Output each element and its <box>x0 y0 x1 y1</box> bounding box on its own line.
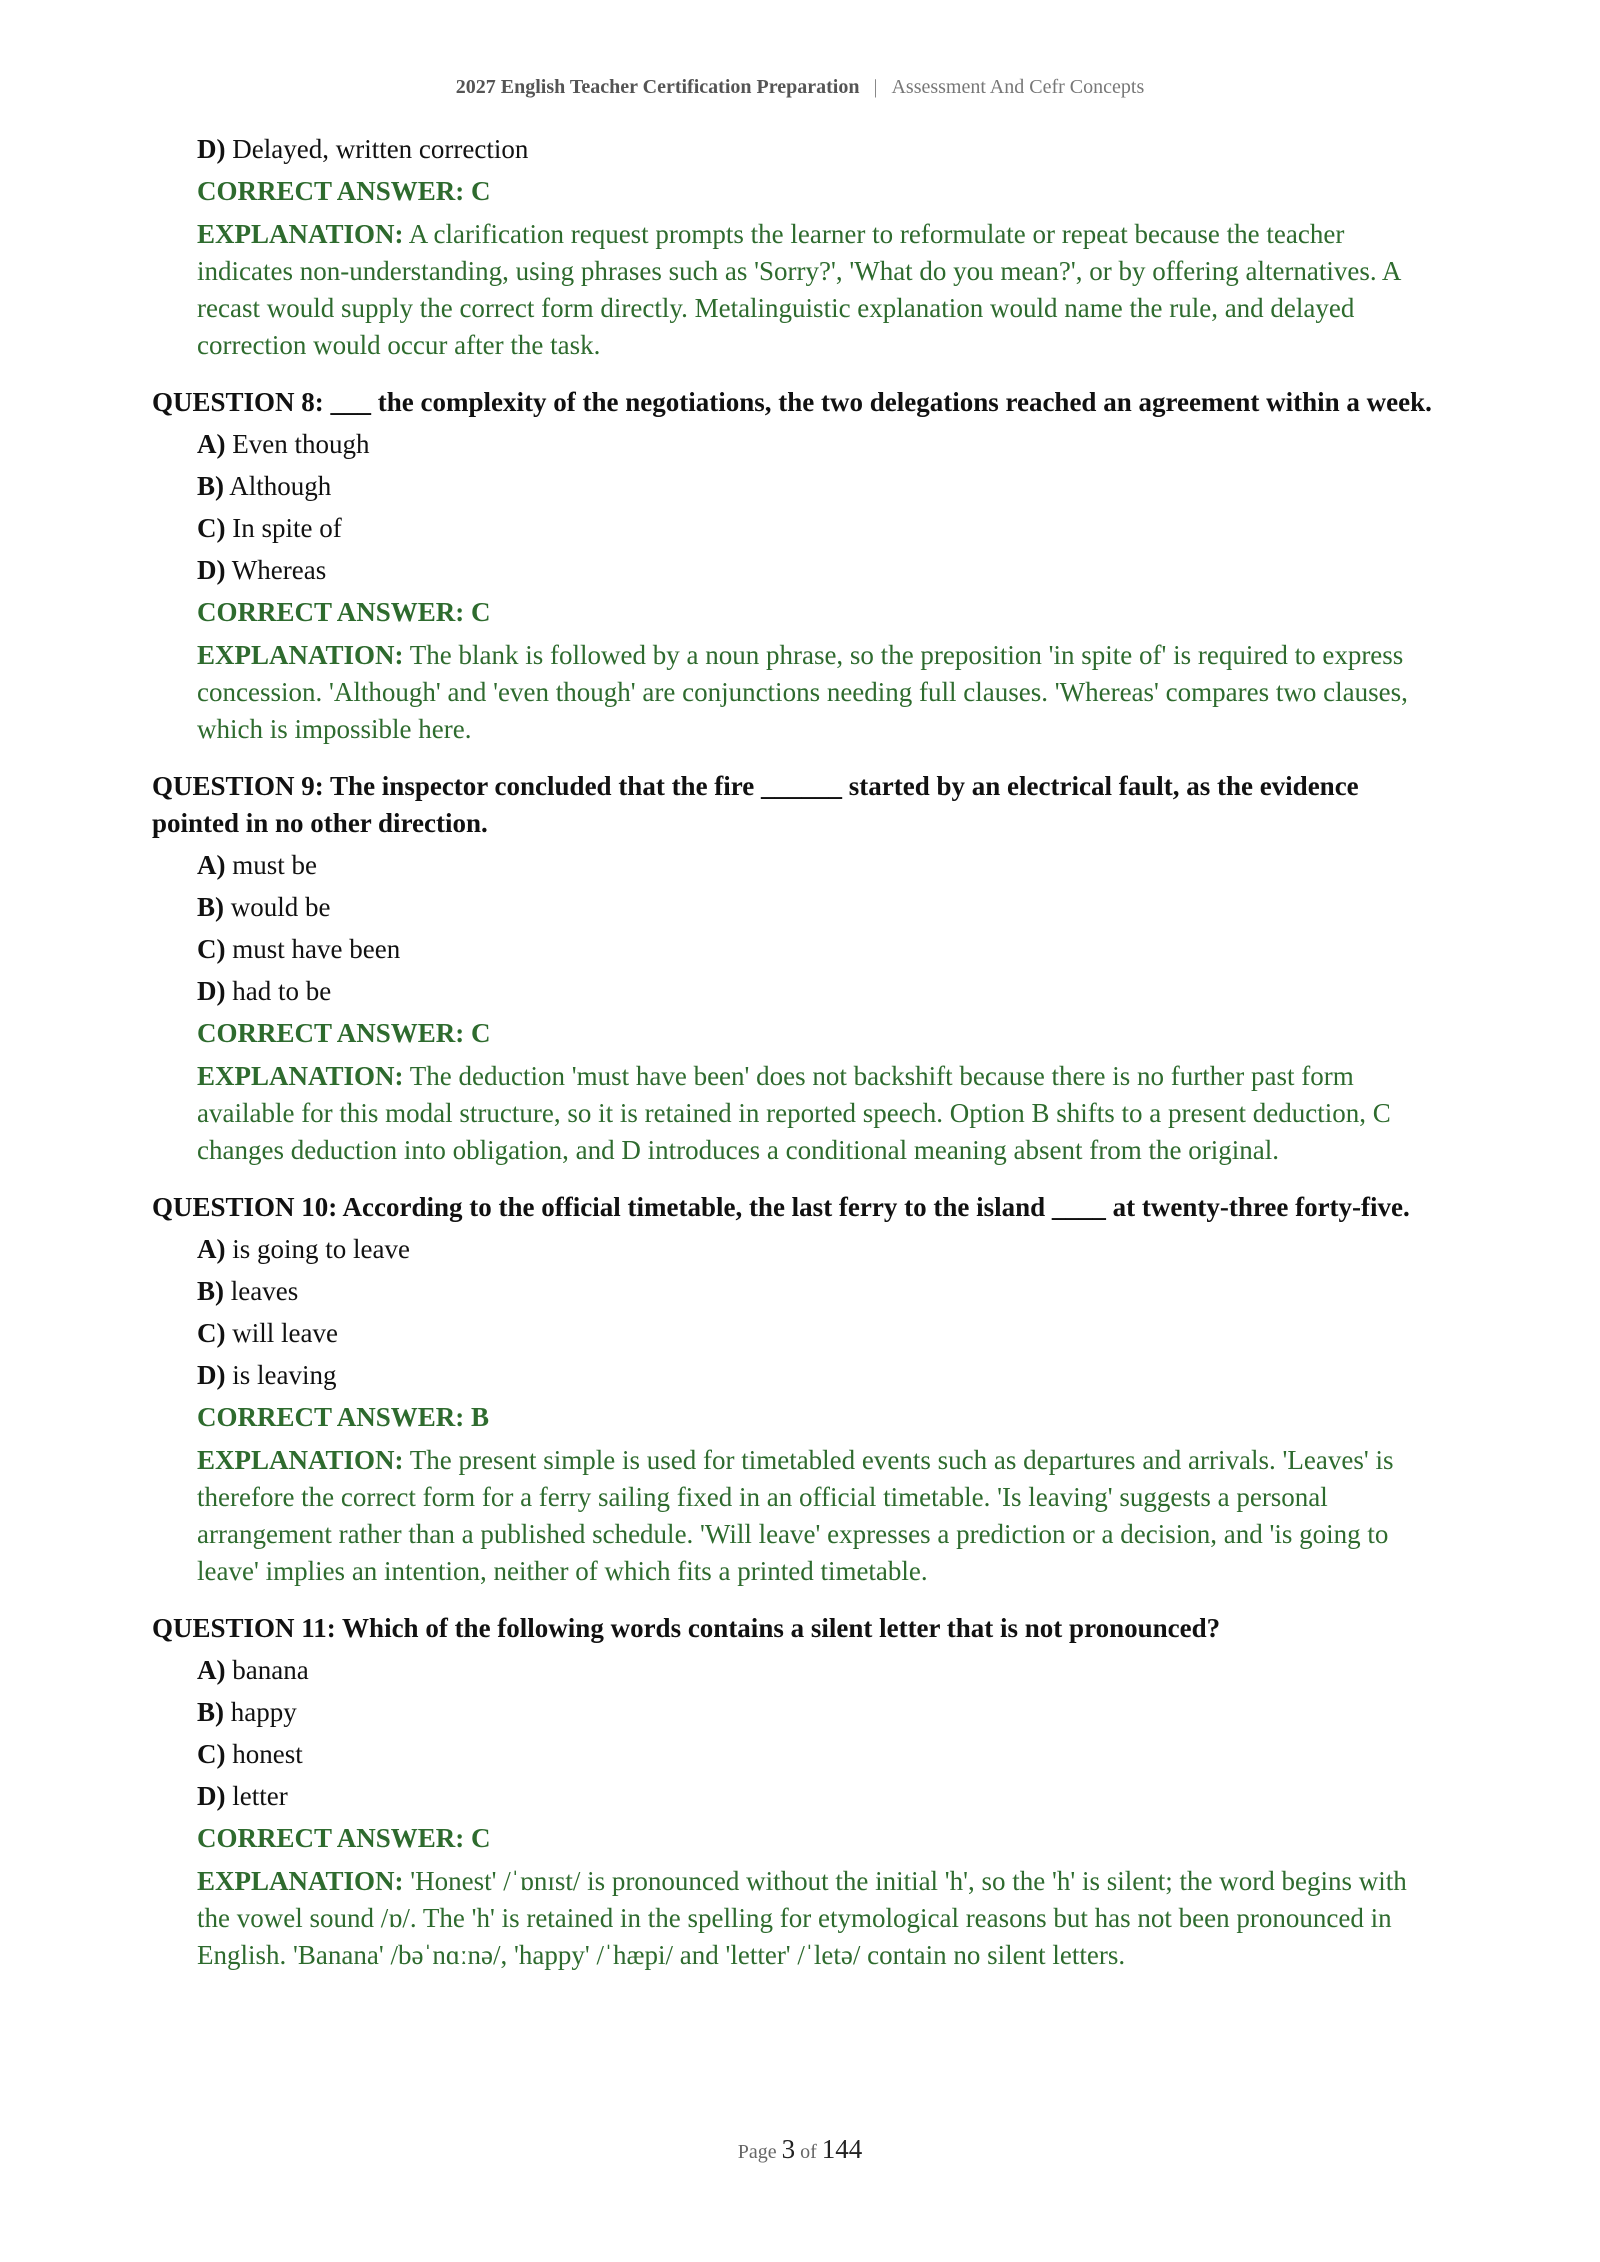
explanation-text: The blank is followed by a noun phrase, so the preposition 'in spite of' is required to express concession. 'Although' and 'even though' are conjunctions needing full clauses. 'Whereas' compares two clauses, which is impossible here. <box>197 640 1408 744</box>
option-letter: B) <box>197 471 224 501</box>
explanation-label: EXPLANATION: <box>197 219 404 249</box>
option-text: will leave <box>232 1318 338 1348</box>
option-text: is going to leave <box>232 1234 410 1264</box>
explanation-text: 'Honest' /ˈɒnɪst/ is pronounced without the initial 'h', so the 'h' is silent; the word begins with the vowel sound /ɒ/. The 'h' is retained in the spelling for etymological reasons but has not been pronounced in English. 'Banana' /bəˈnɑːnə/, 'happy' /ˈhæpi/ and 'letter' /ˈletə/ contain no silent letters. <box>197 1866 1407 1970</box>
option-text: letter <box>232 1781 288 1811</box>
option-b <box>197 469 1452 504</box>
explanation <box>197 1058 1452 1169</box>
option-letter: C) <box>197 1739 226 1769</box>
section-title: Assessment And Cefr Concepts <box>891 76 1145 98</box>
explanation <box>197 637 1452 748</box>
option-d <box>197 1779 1452 1814</box>
book-title: 2027 English Teacher Certification Preparation <box>455 76 860 98</box>
option-text: must have been <box>232 934 401 964</box>
explanation <box>197 1442 1452 1590</box>
option-text: Delayed, written correction <box>232 134 529 164</box>
option-a <box>197 1232 1452 1267</box>
option-text: happy <box>230 1697 297 1727</box>
running-header <box>0 76 1600 99</box>
option-text: Whereas <box>231 555 327 585</box>
option-d <box>197 1358 1452 1393</box>
option-text: honest <box>232 1739 303 1769</box>
option-text: Even though <box>232 429 370 459</box>
option-text: had to be <box>232 976 332 1006</box>
page-word: Page <box>737 2141 777 2163</box>
option-text: leaves <box>230 1276 299 1306</box>
correct-answer: CORRECT ANSWER: C <box>197 1018 491 1048</box>
option-b <box>197 1274 1452 1309</box>
option-b <box>197 1695 1452 1730</box>
explanation <box>197 1863 1452 1974</box>
explanation-text: A clarification request prompts the learner to reformulate or repeat because the teacher indicates non-understanding, using phrases such as 'Sorry?', 'What do you mean?', or by offering alternatives. A recast would supply the correct form directly. Metalinguistic explanation would name the rule, and delayed correction would occur after the task. <box>197 219 1400 360</box>
option-letter: C) <box>197 1318 226 1348</box>
option-letter: A) <box>197 850 226 880</box>
option-letter: A) <box>197 429 226 459</box>
explanation <box>197 216 1452 364</box>
option-c <box>197 932 1452 967</box>
question-stem: QUESTION 8: ___ the complexity of the negotiations, the two delegations reached an agreement within a week. <box>152 387 1432 417</box>
explanation-label: EXPLANATION: <box>197 640 404 670</box>
correct-answer: CORRECT ANSWER: C <box>197 1823 491 1853</box>
option-letter: D) <box>197 1781 226 1811</box>
explanation-label: EXPLANATION: <box>197 1866 404 1896</box>
option-a <box>197 1653 1452 1688</box>
option-text: In spite of <box>232 513 342 543</box>
option-text: would be <box>230 892 331 922</box>
of-word: of <box>800 2141 817 2163</box>
page-number: 3 <box>781 2134 796 2164</box>
option-d <box>197 132 1452 167</box>
option-d <box>197 553 1452 588</box>
option-letter: B) <box>197 1276 224 1306</box>
explanation-text: The present simple is used for timetabled events such as departures and arrivals. 'Leaves' is therefore the correct form for a ferry sailing fixed in an official timetable. 'Is leaving' suggests a personal arrangement rather than a published schedule. 'Will leave' expresses a prediction or a decision, and 'is going to leave' implies an intention, neither of which fits a printed timetable. <box>197 1445 1394 1586</box>
correct-answer: CORRECT ANSWER: C <box>197 597 491 627</box>
option-text: must be <box>232 850 317 880</box>
option-letter: C) <box>197 513 226 543</box>
option-text: Although <box>229 471 332 501</box>
page-footer <box>0 2134 1600 2165</box>
option-text: banana <box>232 1655 309 1685</box>
option-a <box>197 848 1452 883</box>
option-letter: D) <box>197 555 226 585</box>
total-pages: 144 <box>821 2134 863 2164</box>
option-b <box>197 890 1452 925</box>
option-c <box>197 1737 1452 1772</box>
option-letter: D) <box>197 976 226 1006</box>
option-a <box>197 427 1452 462</box>
page-content <box>152 132 1452 1994</box>
option-letter: B) <box>197 892 224 922</box>
option-letter: A) <box>197 1655 226 1685</box>
option-text: is leaving <box>232 1360 337 1390</box>
option-d <box>197 974 1452 1009</box>
option-letter: A) <box>197 1234 226 1264</box>
option-letter: D) <box>197 1360 226 1390</box>
option-letter: D) <box>197 134 226 164</box>
option-letter: C) <box>197 934 226 964</box>
explanation-label: EXPLANATION: <box>197 1061 404 1091</box>
explanation-label: EXPLANATION: <box>197 1445 404 1475</box>
option-c <box>197 511 1452 546</box>
header-separator: | <box>873 76 878 98</box>
question-stem: QUESTION 11: Which of the following words contains a silent letter that is not pronounced? <box>152 1613 1221 1643</box>
option-c <box>197 1316 1452 1351</box>
correct-answer: CORRECT ANSWER: C <box>197 176 491 206</box>
explanation-text: The deduction 'must have been' does not backshift because there is no further past form available for this modal structure, so it is retained in reported speech. Option B shifts to a present deduction, C changes deduction into obligation, and D introduces a conditional meaning absent from the original. <box>197 1061 1391 1165</box>
question-stem: QUESTION 9: The inspector concluded that the fire ______ started by an electrical fault, as the evidence pointed in no other direction. <box>152 771 1359 838</box>
correct-answer: CORRECT ANSWER: B <box>197 1402 490 1432</box>
question-stem: QUESTION 10: According to the official timetable, the last ferry to the island ____ at twenty-three forty-five. <box>152 1192 1410 1222</box>
option-letter: B) <box>197 1697 224 1727</box>
